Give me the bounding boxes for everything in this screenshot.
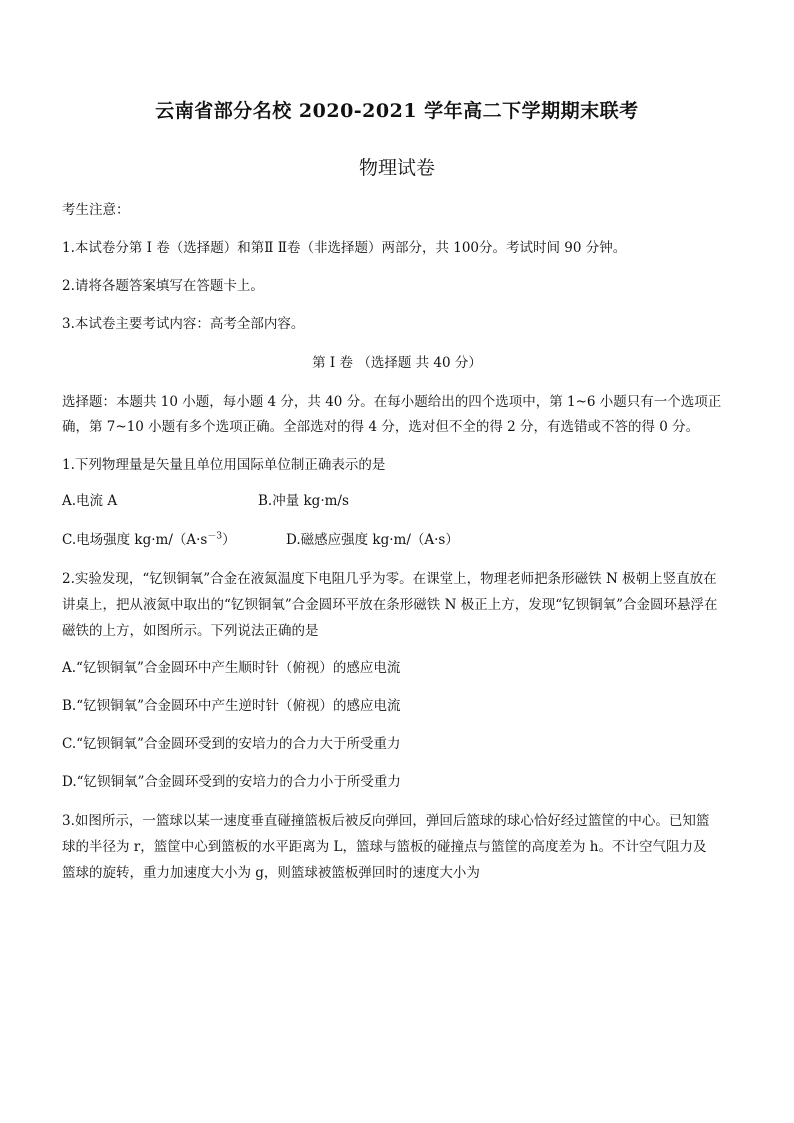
q1-option-a: A.电流 A xyxy=(62,493,118,509)
notice-item-2: 2.请将各题答案填写在答题卡上。 xyxy=(62,278,264,294)
q3-stem-line-1: 3.如图所示，一篮球以某一速度垂直碰撞篮板后被反向弹回，弹回后篮球的球心恰好经过篮筐的中心。已知篮 xyxy=(62,813,710,829)
q2-stem-line-1: 2.实验发现，“钇钡铜氧”合金在液氮温度下电阻几乎为零。在课堂上，物理老师把条形磁铁 N 极朝上竖直放在 xyxy=(62,571,717,587)
notice-item-3: 3.本试卷主要考试内容：高考全部内容。 xyxy=(62,316,305,332)
q3-stem-line-3: 篮球的旋转，重力加速度大小为 g，则篮球被篮板弹回时的速度大小为 xyxy=(62,865,480,881)
q1-option-c-text: C.电场强度 kg·m/（A·s xyxy=(62,532,208,548)
notice-header: 考生注意： xyxy=(62,202,130,218)
q3-stem-line-2: 球的半径为 r，篮筐中心到篮板的水平距离为 L，篮球与篮板的碰撞点与篮筐的高度差为 h。不计空气阻力及 xyxy=(62,839,707,855)
section-heading: 第 I 卷 （选择题 共 40 分） xyxy=(312,355,482,371)
q1-option-d: D.磁感应强度 kg·m/（A·s） xyxy=(286,532,459,548)
q2-option-b: B.“钇钡铜氧”合金圆环中产生逆时针（俯视）的感应电流 xyxy=(62,698,401,714)
exam-title: 云南省部分名校 2020-2021 学年高二下学期期末联考 xyxy=(155,100,639,122)
instructions-line-2: 确，第 7~10 小题有多个选项正确。全部选对的得 4 分，选对但不全的得 2 分，有选错或不答的得 0 分。 xyxy=(62,419,700,435)
q1-option-c-exponent: －3 xyxy=(207,531,223,542)
q1-option-c-tail: ） xyxy=(222,532,236,548)
q2-stem-line-2: 讲桌上，把从液氮中取出的“钇钡铜氧”合金圆环平放在条形磁铁 N 极正上方，发现“钇钡铜氧”合金圆环悬浮在 xyxy=(62,597,718,613)
q2-stem-line-3: 磁铁的上方，如图所示。下列说法正确的是 xyxy=(62,623,319,639)
q1-option-c xyxy=(62,528,236,548)
q2-option-d: D.“钇钡铜氧”合金圆环受到的安培力的合力小于所受重力 xyxy=(62,774,401,790)
q2-option-a: A.“钇钡铜氧”合金圆环中产生顺时针（俯视）的感应电流 xyxy=(62,660,401,676)
q1-option-b: B.冲量 kg·m/s xyxy=(258,493,349,509)
instructions-line-1: 选择题：本题共 10 小题，每小题 4 分，共 40 分。在每小题给出的四个选项中，第 1~6 小题只有一个选项正 xyxy=(62,394,722,410)
q1-stem: 1.下列物理量是矢量且单位用国际单位制正确表示的是 xyxy=(62,457,386,473)
q2-option-c: C.“钇钡铜氧”合金圆环受到的安培力的合力大于所受重力 xyxy=(62,736,401,752)
notice-item-1: 1.本试卷分第 I 卷（选择题）和第Ⅱ Ⅱ卷（非选择题）两部分，共 100分。考试时间 90 分钟。 xyxy=(62,240,627,256)
exam-subject: 物理试卷 xyxy=(358,157,435,179)
